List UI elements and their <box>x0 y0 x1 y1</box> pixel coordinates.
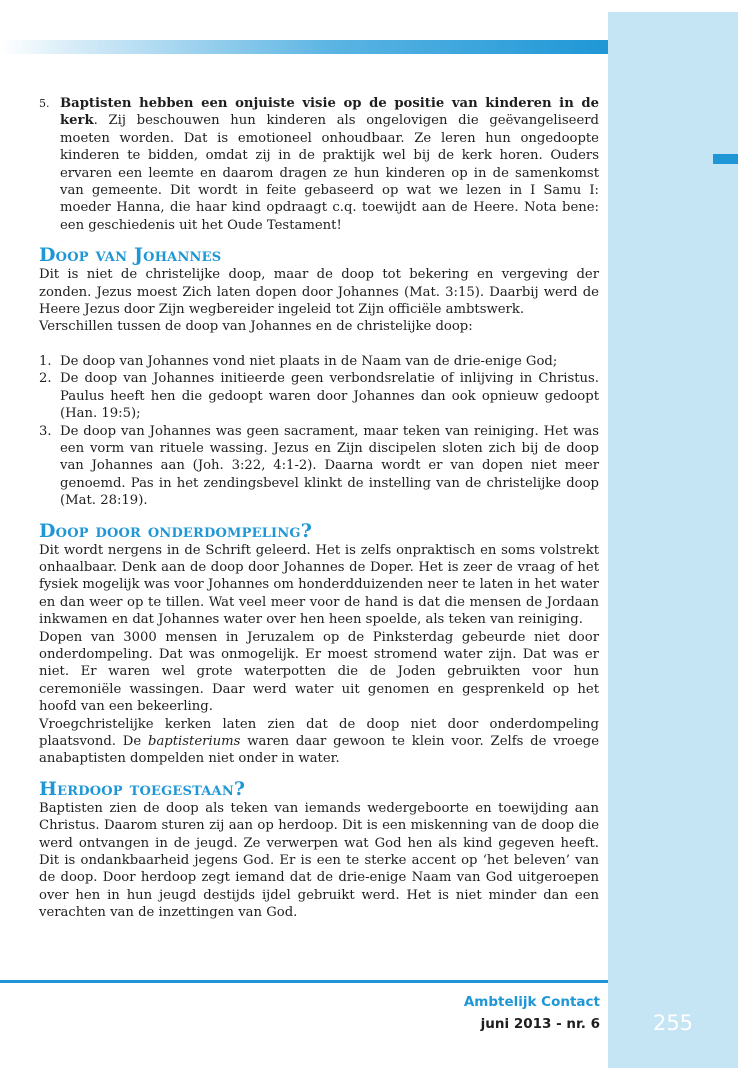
italic-term: baptisteriums <box>148 734 241 749</box>
heading-doop-van-johannes: Doop van Johannes <box>39 244 222 267</box>
list-number: 1. <box>39 353 52 369</box>
list-item-text: De doop van Johannes was geen sacrament, maar teken van reiniging. Het was een vorm van rituele wassing. Jezus en Zijn discipelen sloten zich bij de doop van Johannes aan (Joh. 3:22, 4:1-2). Daarna wordt er van dopen niet meer genoemd. Pas in het zendingsbevel klinkt de instelling van de christelijke doop (Mat. 28:19). <box>60 423 599 509</box>
list-item-text <box>60 95 599 234</box>
paragraph <box>39 716 599 768</box>
paragraph: Dit wordt nergens in de Schrift geleerd. Het is zelfs onpraktisch en soms volstrekt onhaalbaar. Denk aan de doop door Johannes de Doper. Het is zeer de vraag of het fysiek mogelijk was voor Johannes om honderdduizenden neer te laten in het water en dan weer op te tillen. Wat veel meer voor de hand is dat die mensen de Jordaan inkwamen en dat Johannes water over hen heen spoelde, als teken van reiniging. <box>39 542 599 628</box>
heading-doop-door-onderdompeling: Doop door onderdompeling? <box>39 519 313 542</box>
paragraph: Baptisten zien de doop als teken van iemands wedergeboorte en toewijding aan Christus. Daarom sturen zij aan op herdoop. Dit is een miskenning van de doop die werd ontvangen in de jeugd. Ze verwerpen wat God hen als kind gegeven heeft. Dit is ondankbaarheid jegens God. Er is een te sterke accent op ‘het beleven’ van de doop. Door herdoop zegt iemand dat de drie-enige Naam van God uitgeroepen over hen in hun jeugd destijds ijdel gebruikt werd. Het is niet minder dan een verachten van de inzettingen van God. <box>39 800 599 921</box>
heading-herdoop-toegestaan: Herdoop toegestaan? <box>39 777 246 800</box>
footer-rule <box>0 980 608 983</box>
list-item <box>39 353 599 370</box>
text-run: Vroegchristelijke kerken laten zien dat de doop niet door onderdompeling plaatsvond. De <box>39 716 599 749</box>
list-item-5 <box>39 95 599 234</box>
header-gradient-bar <box>0 40 608 54</box>
footer-journal-title: Ambtelijk Contact <box>463 994 600 1010</box>
spacer <box>39 336 599 353</box>
side-tab-marker <box>713 154 738 164</box>
list-item-text: De doop van Johannes initieerde geen verbondsrelatie of inlijving in Christus. Paulus heeft hen die gedoopt waren door Johannes dan ook opnieuw gedoopt (Han. 19:5); <box>60 371 599 422</box>
paragraph: Verschillen tussen de doop van Johannes en de christelijke doop: <box>39 319 473 335</box>
footer-issue: juni 2013 - nr. 6 <box>480 1016 600 1032</box>
article-body <box>39 95 599 922</box>
list-item <box>39 370 599 422</box>
list-item-bold-lead: Baptisten hebben een onjuiste visie op de positie van kinderen in de kerk <box>60 96 599 129</box>
list-number: 2. <box>39 371 52 387</box>
paragraph: Dopen van 3000 mensen in Jeruzalem op de Pinksterdag gebeurde niet door onderdompeling. Dat was onmogelijk. Er moest stromend water zijn. Dat was er niet. Er waren wel grote waterpotten die de Joden gebruikten voor hun ceremoniële wassingen. Daar werd water uit genomen en gesprenkeld op het hoofd van een bekeerling. <box>39 629 599 715</box>
paragraph: Dit is niet de christelijke doop, maar de doop tot bekering en vergeving der zonden. Jezus moest Zich laten dopen door Johannes (Mat. 3:15). Daarbij werd de Heere Jezus door Zijn wegbereider ingeleid tot Zijn officiële ambtswerk. <box>39 267 599 318</box>
side-panel <box>608 12 738 1068</box>
text-run: waren daar gewoon te klein voor. Zelfs de vroege anabaptisten dompelden niet onder in water. <box>39 734 599 767</box>
list-number: 5. <box>39 97 50 110</box>
list-number: 3. <box>39 423 52 439</box>
list-item-text: De doop van Johannes vond niet plaats in de Naam van de drie-enige God; <box>60 353 558 369</box>
list-item-rest: . Zij beschouwen hun kinderen als ongelovigen die geëvangeliseerd moeten worden. Dat is emotioneel onhoudbaar. Ze leren hun ongedoopte kinderen te bidden, omdat zij in de praktijk wel bij de kerk horen. Ouders ervaren een leemte en daarom dragen ze hun kinderen op in de samenkomst van gemeente. Dit wordt in feite gebaseerd op wat we lezen in I Samu I: moeder Hanna, die haar kind opdraagt c.q. toewijdt aan de Heere. Nota bene: een geschiedenis uit het Oude Testament! <box>60 113 599 233</box>
list-item <box>39 423 599 510</box>
page-number: 255 <box>652 1011 694 1035</box>
